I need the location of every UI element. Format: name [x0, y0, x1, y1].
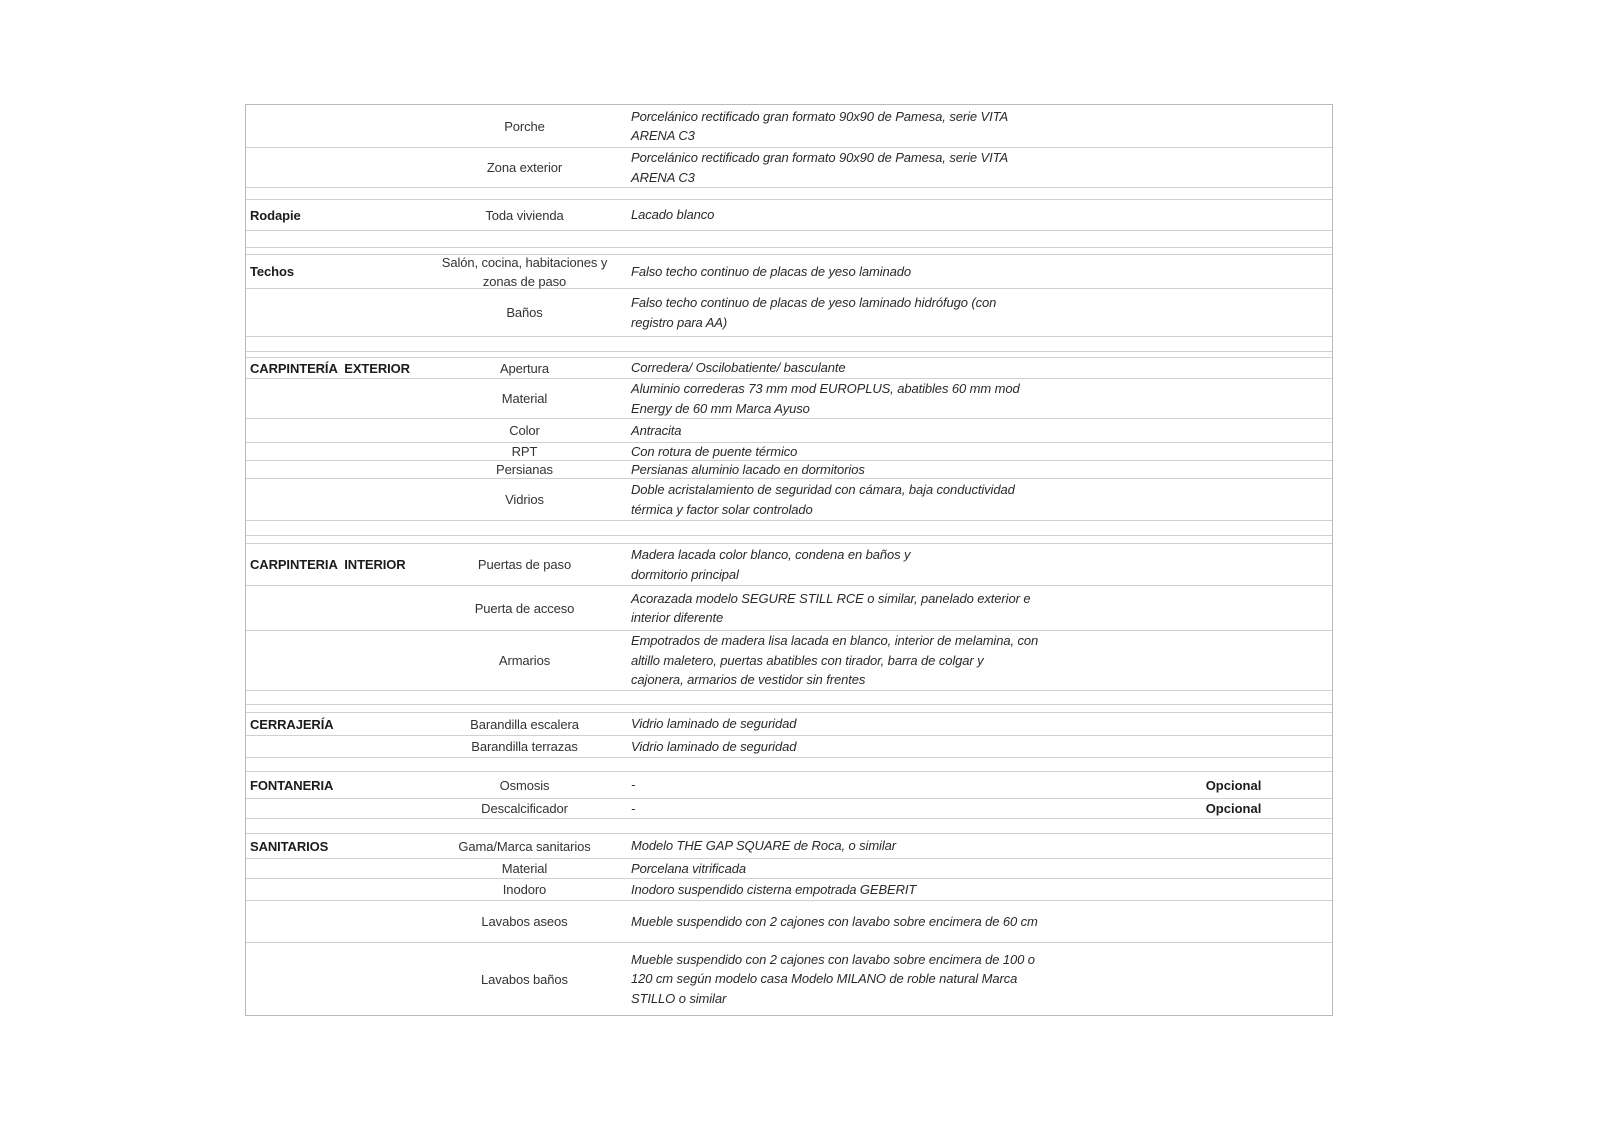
- item-cell: [422, 943, 627, 1015]
- table-row: [246, 943, 1332, 1015]
- description-line: Porcelana vitrificada: [631, 860, 746, 876]
- spacer-row: [246, 231, 1332, 248]
- table-row: [246, 479, 1332, 521]
- item-line: Color: [509, 423, 540, 438]
- description-cell: [627, 443, 1135, 460]
- description-line: Con rotura de puente térmico: [631, 443, 798, 459]
- item-line: Descalcificador: [481, 801, 568, 816]
- item-line: Material: [501, 861, 548, 876]
- description-line: Aluminio correderas 73 mm mod EUROPLUS, abatibles 60 mm mod: [631, 381, 1020, 396]
- note-cell: [1135, 105, 1332, 147]
- description-line: ARENA C3: [631, 128, 695, 143]
- spacer-row: [246, 758, 1332, 772]
- category-cell: [246, 105, 422, 147]
- table-row: [246, 631, 1332, 691]
- note-cell: [1135, 255, 1332, 288]
- description-line: -: [631, 777, 636, 793]
- table-row: [246, 859, 1332, 879]
- category-cell: [246, 289, 422, 336]
- description-line: Energy de 60 mm Marca Ayuso: [631, 400, 810, 416]
- description-line: Porcelánico rectificado gran formato 90x90 de Pamesa, serie VITA: [631, 108, 1009, 124]
- description-line: Empotrados de madera lisa lacada en blanco, interior de melamina, con: [631, 633, 1039, 649]
- description-cell: [627, 772, 1135, 798]
- note-cell: [1135, 148, 1332, 187]
- category-cell: [246, 461, 422, 478]
- category-cell: [246, 631, 422, 690]
- spacer-row: [246, 248, 1332, 255]
- category-cell: FONTANERIA: [250, 777, 334, 793]
- category-cell: [246, 943, 422, 1015]
- item-cell: [422, 200, 627, 230]
- category-cell: [246, 859, 422, 878]
- description-cell: [627, 200, 1135, 230]
- item-line: Porche: [504, 118, 545, 134]
- description-cell: [627, 799, 1135, 818]
- item-line: Lavabos baños: [481, 971, 568, 987]
- description-cell: [627, 105, 1135, 147]
- note-cell: [1135, 879, 1332, 900]
- spacer-row: [246, 521, 1332, 536]
- item-cell: [422, 479, 627, 520]
- note-cell: [1135, 943, 1332, 1015]
- description-line: Acorazada modelo SEGURE STILL RCE o similar, panelado exterior e: [631, 590, 1031, 606]
- description-cell: [627, 479, 1135, 520]
- item-cell: [422, 859, 627, 878]
- item-cell: [422, 289, 627, 336]
- description-line: Porcelánico rectificado gran formato 90x90 de Pamesa, serie VITA: [631, 150, 1009, 165]
- item-cell: [422, 586, 627, 630]
- category-cell: [246, 379, 422, 418]
- item-cell: [422, 255, 627, 288]
- description-line: Antracita: [631, 422, 682, 438]
- description-line: Vidrio laminado de seguridad: [631, 716, 797, 732]
- item-line: Apertura: [499, 360, 550, 376]
- description-cell: [627, 379, 1135, 418]
- spacer-row: [246, 819, 1332, 834]
- item-line: Armarios: [498, 653, 551, 668]
- category-cell: CERRAJERÍA: [250, 716, 334, 732]
- item-cell: [422, 443, 627, 460]
- note-cell: [1135, 479, 1332, 520]
- table-row: [246, 255, 1332, 289]
- item-cell: [422, 736, 627, 757]
- description-line: Falso techo continuo de placas de yeso laminado hidrófugo (con: [631, 295, 997, 310]
- table-row: [246, 544, 1332, 586]
- description-line: Lacado blanco: [631, 207, 715, 223]
- item-cell: [422, 461, 627, 478]
- table-row: [246, 879, 1332, 901]
- category-cell: [246, 479, 422, 520]
- category-cell: [246, 736, 422, 757]
- item-line: Inodoro: [502, 882, 547, 897]
- description-line: Vidrio laminado de seguridad: [631, 738, 797, 754]
- spacer-row: [246, 705, 1332, 713]
- description-line: Doble acristalamiento de seguridad con cámara, baja conductividad: [631, 482, 1015, 497]
- note-cell: [1135, 358, 1332, 378]
- note-cell: [1135, 544, 1332, 585]
- note-cell: [1135, 713, 1332, 735]
- item-line: Lavabos aseos: [481, 914, 568, 929]
- note-cell: [1135, 736, 1332, 757]
- description-line: Corredera/ Oscilobatiente/ basculante: [631, 360, 846, 376]
- description-line: STILLO o similar: [631, 990, 727, 1006]
- description-cell: [627, 289, 1135, 336]
- description-line: dormitorio principal: [631, 566, 739, 582]
- note-cell: [1135, 200, 1332, 230]
- item-cell: [422, 713, 627, 735]
- spacer-row: [246, 188, 1332, 200]
- table-row: [246, 443, 1332, 461]
- item-line: Material: [501, 391, 548, 406]
- description-cell: [627, 901, 1135, 942]
- note-cell: [1135, 379, 1332, 418]
- description-cell: [627, 834, 1135, 858]
- description-cell: [627, 736, 1135, 757]
- item-line: Barandilla terrazas: [471, 739, 578, 754]
- description-cell: [627, 358, 1135, 378]
- description-line: Inodoro suspendido cisterna empotrada GEBERIT: [631, 881, 917, 897]
- description-line: Modelo THE GAP SQUARE de Roca, o similar: [631, 838, 896, 854]
- item-line: Salón, cocina, habitaciones y: [441, 254, 608, 270]
- table-row: [246, 461, 1332, 479]
- category-cell: [246, 901, 422, 942]
- item-line: Toda vivienda: [485, 207, 564, 223]
- table-row: [246, 901, 1332, 943]
- description-cell: [627, 544, 1135, 585]
- description-line: Falso techo continuo de placas de yeso laminado: [631, 263, 912, 279]
- description-line: Persianas aluminio lacado en dormitorios: [631, 461, 865, 477]
- description-line: 120 cm según modelo casa Modelo MILANO de roble natural Marca: [631, 971, 1018, 987]
- spacer-row: [246, 691, 1332, 705]
- item-cell: [422, 419, 627, 442]
- table-row: [246, 379, 1332, 419]
- category-cell: [246, 148, 422, 187]
- description-line: Mueble suspendido con 2 cajones con lavabo sobre encimera de 60 cm: [631, 913, 1038, 929]
- description-line: -: [631, 800, 636, 816]
- item-cell: [422, 834, 627, 858]
- description-cell: [627, 419, 1135, 442]
- item-cell: [422, 105, 627, 147]
- description-cell: [627, 631, 1135, 690]
- table-row: [246, 105, 1332, 148]
- item-line: Barandilla escalera: [470, 716, 579, 732]
- category-cell: Rodapie: [250, 207, 301, 223]
- description-cell: [627, 148, 1135, 187]
- spacer-row: [246, 337, 1332, 352]
- description-line: térmica y factor solar controlado: [631, 501, 813, 517]
- note-cell: [1135, 859, 1332, 878]
- note-cell: [1135, 901, 1332, 942]
- item-cell: [422, 879, 627, 900]
- category-cell: [246, 443, 422, 460]
- table-row: [246, 713, 1332, 736]
- item-line: Zona exterior: [486, 160, 563, 175]
- item-cell: [422, 631, 627, 690]
- table-row: [246, 200, 1332, 231]
- description-cell: [627, 859, 1135, 878]
- category-cell: SANITARIOS: [250, 838, 329, 854]
- table-row: [246, 358, 1332, 379]
- category-cell: [246, 799, 422, 818]
- description-line: registro para AA): [631, 314, 728, 330]
- category-cell: Techos: [250, 264, 294, 279]
- table-row: [246, 834, 1332, 859]
- note-cell: Opcional: [1205, 777, 1262, 793]
- table-row: [246, 736, 1332, 758]
- description-line: Mueble suspendido con 2 cajones con lavabo sobre encimera de 100 o: [631, 951, 1035, 967]
- note-cell: [1135, 631, 1332, 690]
- category-cell: [246, 879, 422, 900]
- item-line: RPT: [511, 444, 538, 459]
- item-line: Persianas: [496, 462, 553, 477]
- item-line: zonas de paso: [482, 273, 567, 289]
- item-cell: [422, 799, 627, 818]
- note-cell: [1135, 586, 1332, 630]
- item-cell: [422, 379, 627, 418]
- description-line: ARENA C3: [631, 169, 695, 185]
- item-cell: [422, 901, 627, 942]
- table-row: [246, 799, 1332, 819]
- description-cell: [627, 255, 1135, 288]
- note-cell: [1135, 834, 1332, 858]
- table-row: [246, 289, 1332, 337]
- description-cell: [627, 879, 1135, 900]
- description-line: interior diferente: [631, 610, 724, 625]
- item-line: Baños: [506, 305, 543, 320]
- description-cell: [627, 461, 1135, 478]
- table-row: [246, 772, 1332, 799]
- note-cell: Opcional: [1205, 801, 1262, 816]
- description-line: cajonera, armarios de vestidor sin frentes: [631, 672, 866, 688]
- item-line: Gama/Marca sanitarios: [458, 838, 591, 854]
- description-cell: [627, 943, 1135, 1015]
- item-cell: [422, 772, 627, 798]
- note-cell: [1135, 461, 1332, 478]
- item-line: Vidrios: [505, 492, 544, 507]
- table-row: [246, 419, 1332, 443]
- description-line: altillo maletero, puertas abatibles con tirador, barra de colgar y: [631, 652, 984, 668]
- item-cell: [422, 148, 627, 187]
- item-cell: [422, 358, 627, 378]
- item-cell: [422, 544, 627, 585]
- category-cell: CARPINTERÍA EXTERIOR: [250, 360, 410, 376]
- item-line: Osmosis: [499, 777, 550, 793]
- note-cell: [1135, 289, 1332, 336]
- category-cell: [246, 419, 422, 442]
- item-line: Puerta de acceso: [474, 600, 575, 616]
- note-cell: [1135, 443, 1332, 460]
- item-line: Puertas de paso: [477, 557, 572, 572]
- category-cell: [246, 586, 422, 630]
- description-line: Madera lacada color blanco, condena en baños y: [631, 547, 911, 562]
- table-row: [246, 586, 1332, 631]
- note-cell: [1135, 419, 1332, 442]
- description-cell: [627, 713, 1135, 735]
- specifications-table: [245, 104, 1333, 1016]
- spacer-row: [246, 536, 1332, 544]
- category-cell: CARPINTERIA INTERIOR: [250, 557, 406, 572]
- table-row: [246, 148, 1332, 188]
- description-cell: [627, 586, 1135, 630]
